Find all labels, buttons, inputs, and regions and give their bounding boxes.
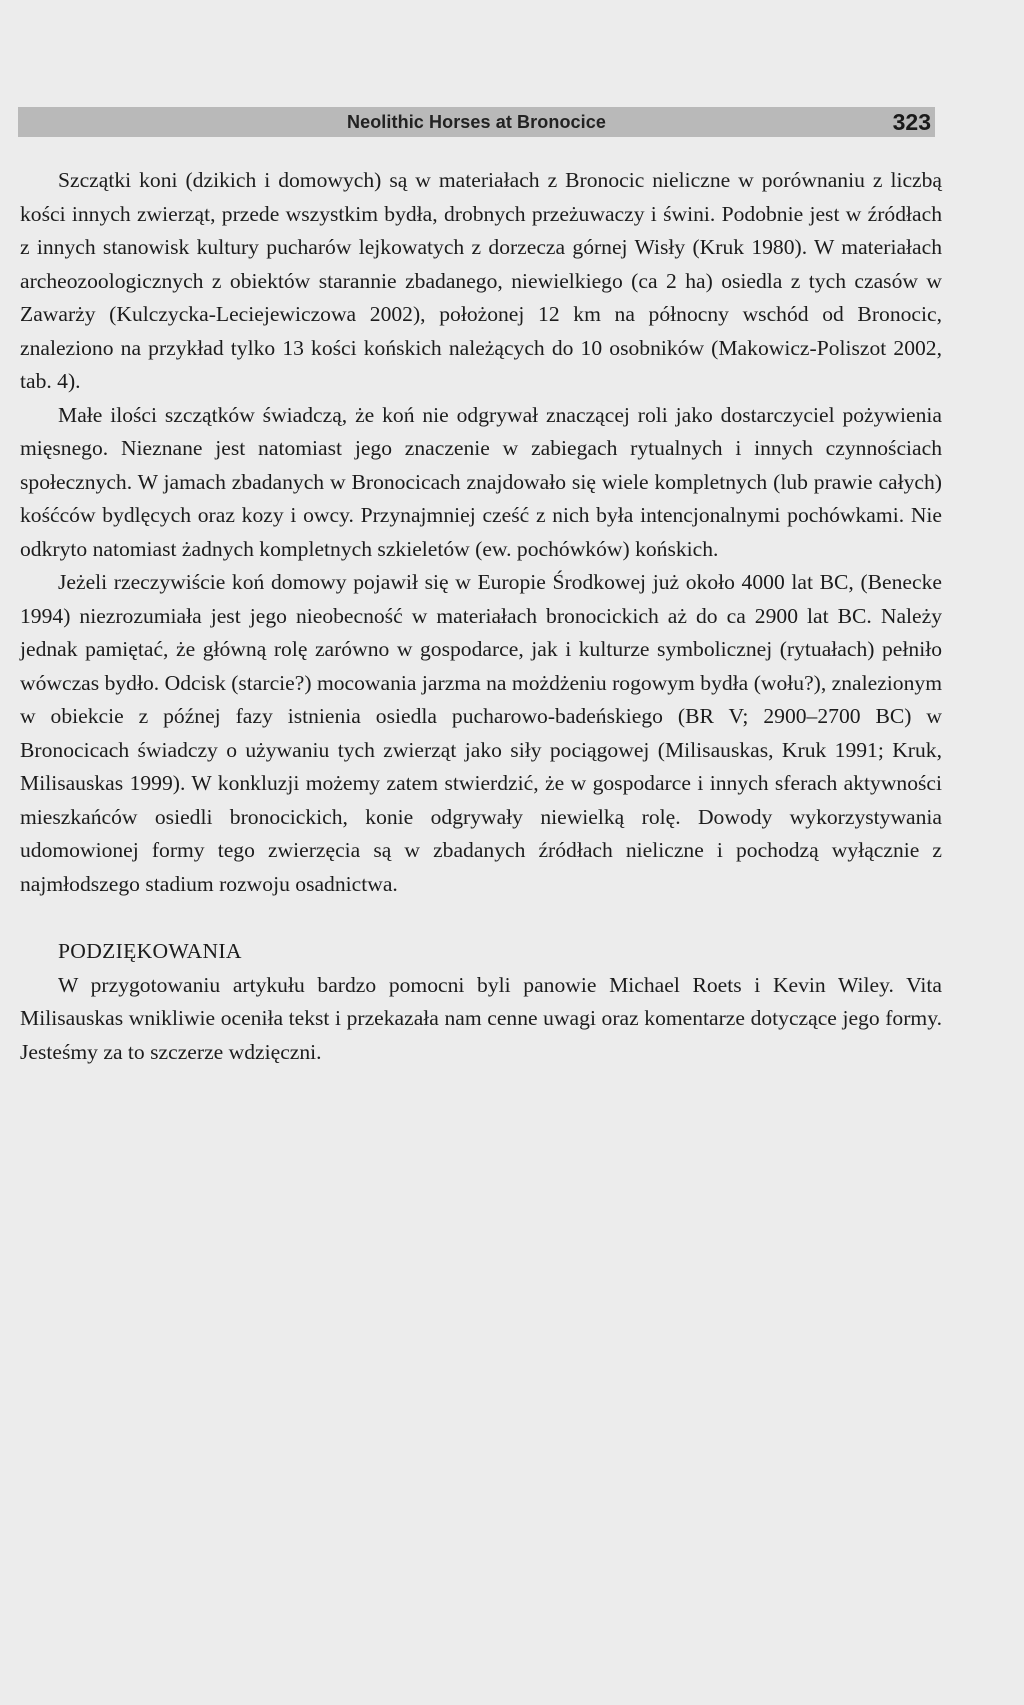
acknowledgements-paragraph: W przygotowaniu artykułu bardzo pomocni byli panowie Michael Roets i Kevin Wiley. Vita Milisauskas wnikliwie oceniła tekst i przekazała nam cenne uwagi oraz komentarze dotyczące jego formy. Jesteśmy za to szczerze wdzięczni. xyxy=(20,972,942,1064)
body-text xyxy=(20,164,942,1069)
body-paragraph: Szczątki koni (dzikich i domowych) są w materiałach z Bronocic nieliczne w porównaniu z liczbą kości innych zwierząt, przede wszystkim bydła, drobnych przeżuwaczy i świni. Podobnie jest w źródłach z innych stanowisk kultury pucharów lejkowatych z dorzecza górnej Wisły (Kruk 1980). W materiałach archeozoologicznych z obiektów starannie zbadanego, niewielkiego (ca 2 ha) osiedla z tych czasów w Zawarży (Kulczycka-Leciejewiczowa 2002), położonej 12 km na północny wschód od Bronocic, znaleziono na przykład tylko 13 kości końskich należących do 10 osobników (Makowicz-Poliszot 2002, tab. 4). xyxy=(20,168,942,393)
body-paragraph: Jeżeli rzeczywiście koń domowy pojawił się w Europie Środkowej już około 4000 lat BC, (Benecke 1994) niezrozumiała jest jego nieobecność w materiałach bronocickich aż do ca 2900 lat BC. Należy jednak pamiętać, że główną rolę zarówno w gospodarce, jak i kulturze symbolicznej (rytuałach) pełniło wówczas bydło. Odcisk (starcie?) mocowania jarzma na możdżeniu rogowym bydła (wołu?), znalezionym w obiekcie z późnej fazy istnienia osiedla pucharowo-badeńskiego (BR V; 2900–2700 BC) w Bronocicach świadczy o używaniu tych zwierząt jako siły pociągowej (Milisauskas, Kruk 1991; Kruk, Milisauskas 1999). W konkluzji możemy zatem stwierdzić, że w gospodarce i innych sferach aktywności mieszkańców osiedli bronocickich, konie odgrywały niewielką rolę. Dowody wykorzystywania udomowionej formy tego zwierzęcia są w zbadanych źródłach nieliczne i pochodzą wyłącznie z najmłodszego stadium rozwoju osadnictwa. xyxy=(20,570,942,896)
body-paragraph: Małe ilości szczątków świadczą, że koń nie odgrywał znaczącej roli jako dostarczyciel pożywienia mięsnego. Nieznane jest natomiast jego znaczenie w zabiegach rytualnych i innych czynnościach społecznych. W jamach zbadanych w Bronocicach znajdowało się wiele kompletnych (lub prawie całych) kośćców bydlęcych oraz kozy i owcy. Przynajmniej cześć z nich była intencjonalnymi pochówkami. Nie odkryto natomiast żadnych kompletnych szkieletów (ew. pochówków) końskich. xyxy=(20,402,942,561)
running-header xyxy=(18,107,935,137)
page-number: 323 xyxy=(892,109,931,135)
running-title: Neolithic Horses at Bronocice xyxy=(347,112,606,132)
acknowledgements-heading: PODZIĘKOWANIA xyxy=(58,939,242,963)
